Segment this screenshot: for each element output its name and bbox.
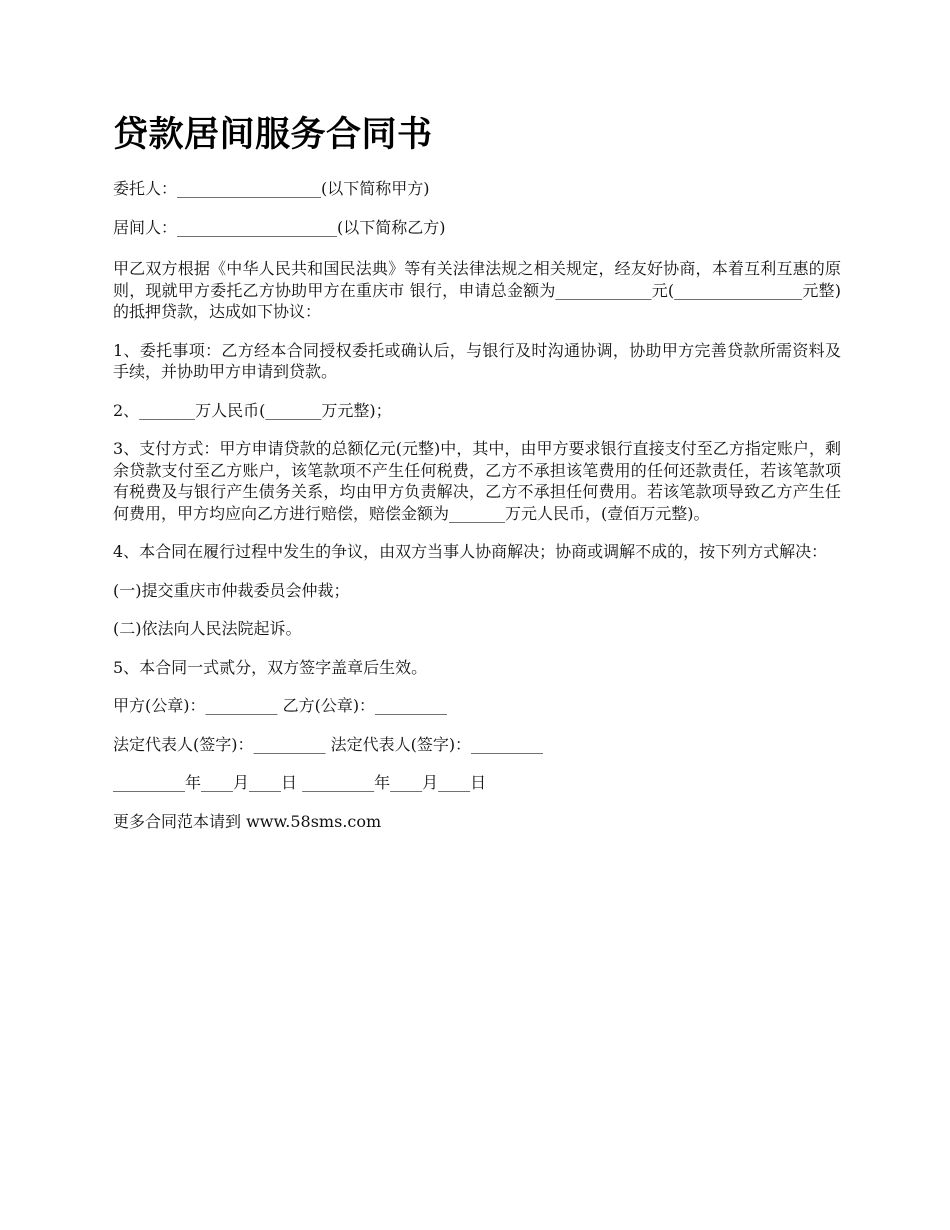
date-line: _________年____月____日 _________年____月____日: [113, 773, 487, 792]
signature-line: 法定代表人(签字)：_________ 法定代表人(签字)：_________: [113, 734, 544, 754]
clause-1: 1、委托事项：乙方经本合同授权委托或确认后，与银行及时沟通协调，协助甲方完善贷款所需资料及手续，并协助甲方申请到贷款。: [113, 340, 841, 381]
footer-note: 更多合同范本请到 www.58sms.com: [113, 811, 382, 831]
clause-5: 5、本合同一式贰分，双方签字盖章后生效。: [113, 657, 428, 677]
seal-line: 甲方(公章)：_________ 乙方(公章)：_________: [113, 696, 448, 715]
preamble-paragraph: 甲乙双方根据《中华人民共和国民法典》等有关法律法规之相关规定，经友好协商，本着互利互惠的原则，现就甲方委托乙方协助甲方在重庆市 银行，申请总金额为____________元(________________元整)的抵押贷款，达成如下协议：: [113, 259, 841, 321]
clause-3: 3、支付方式：甲方申请贷款的总额亿元(元整)中，其中，由甲方要求银行直接支付至乙方指定账户，剩余贷款支付至乙方账户，该笔款项不产生任何税费，乙方不承担该笔费用的任何还款责任，若该笔款项有税费及与银行产生债务关系，均由甲方负责解决，乙方不承担任何费用。若该笔款项导致乙方产生任何费用，甲方均应向乙方进行赔偿，赔偿金额为_______万元人民币，(壹佰万元整)。: [113, 439, 841, 523]
clause-4: 4、本合同在履行过程中发生的争议，由双方当事人协商解决；协商或调解不成的，按下列方式解决：: [113, 542, 828, 561]
intermediary-line: 居间人：____________________(以下简称乙方): [113, 217, 446, 237]
document-title: 贷款居间服务合同书: [113, 115, 433, 155]
dispute-option-1: (一)提交重庆市仲裁委员会仲裁；: [113, 580, 350, 600]
clause-2: 2、_______万人民币(_______万元整)；: [113, 400, 392, 420]
document-body: [113, 178, 841, 849]
dispute-option-2: (二)依法向人民法院起诉。: [113, 619, 302, 638]
client-line: 委托人：__________________(以下简称甲方): [113, 179, 430, 198]
